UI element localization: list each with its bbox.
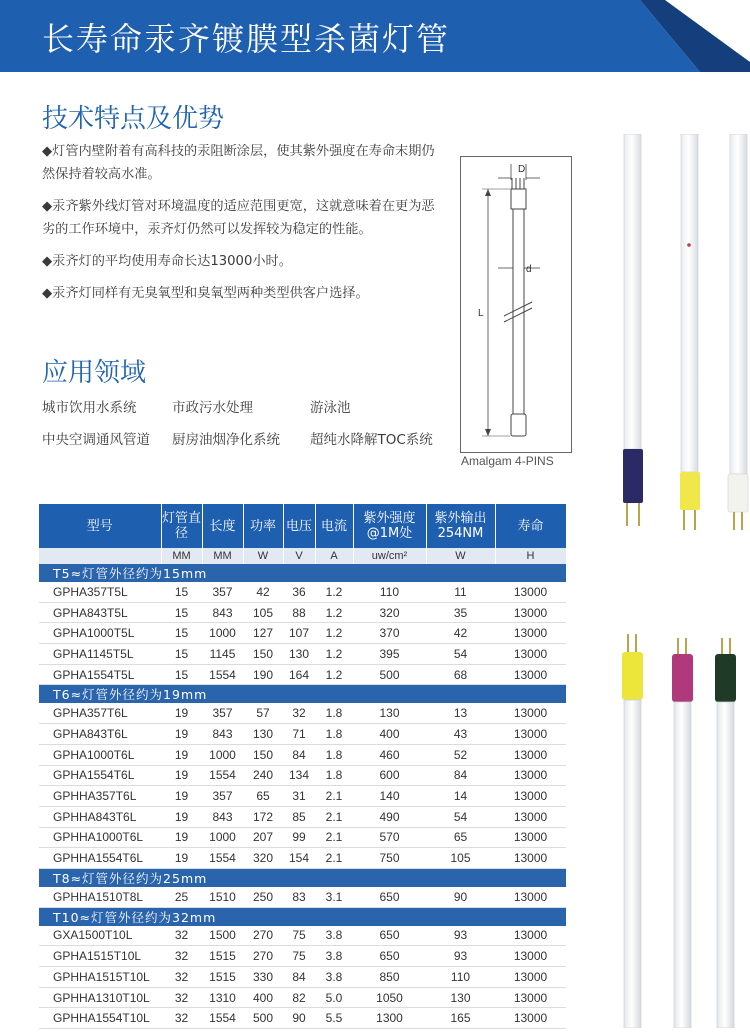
unit-cell: W — [426, 548, 495, 564]
value-cell: 1515 — [202, 967, 243, 988]
dimension-L-label: L — [478, 308, 484, 319]
unit-cell: A — [315, 548, 353, 564]
table-row — [39, 744, 566, 765]
value-cell: 1554 — [202, 664, 243, 685]
value-cell: 85 — [283, 806, 315, 827]
value-cell: 83 — [283, 887, 315, 907]
lamp-photo-bottom — [610, 632, 750, 1028]
group-title: T6≈灯管外径约为19mm — [39, 685, 566, 704]
column-header: 电压 — [283, 504, 315, 548]
value-cell: 42 — [243, 582, 283, 602]
unit-cell: V — [283, 548, 315, 564]
model-cell: GPHHA1554T10L — [39, 1008, 161, 1029]
table-row — [39, 827, 566, 848]
value-cell: 43 — [426, 724, 495, 745]
application-item: 厨房油烟净化系统 — [172, 432, 280, 448]
value-cell: 1000 — [202, 827, 243, 848]
unit-cell: MM — [161, 548, 202, 564]
application-item: 游泳池 — [310, 400, 351, 416]
value-cell: 150 — [243, 644, 283, 665]
value-cell: 90 — [283, 1008, 315, 1029]
model-cell: GPHA1000T6L — [39, 744, 161, 765]
table-row — [39, 848, 566, 869]
value-cell: 240 — [243, 765, 283, 786]
value-cell: 19 — [161, 806, 202, 827]
value-cell: 71 — [283, 724, 315, 745]
model-cell: GPHHA1554T6L — [39, 848, 161, 869]
value-cell: 1300 — [353, 1008, 426, 1029]
value-cell: 600 — [353, 765, 426, 786]
column-header: 功率 — [243, 504, 283, 548]
value-cell: 2.1 — [315, 786, 353, 807]
value-cell: 15 — [161, 664, 202, 685]
value-cell: 2.1 — [315, 806, 353, 827]
table-row — [39, 967, 566, 988]
group-title: T5≈灯管外径约为15mm — [39, 564, 566, 582]
value-cell: 35 — [426, 602, 495, 623]
model-cell: GPHHA1510T8L — [39, 887, 161, 907]
feature-item: ◆汞齐紫外线灯管对环境温度的适应范围更宽，这就意味着在更为恶劣的工作环境中，汞齐灯仍然可以发挥较为稳定的性能。 — [42, 199, 435, 237]
value-cell: 1.2 — [315, 623, 353, 644]
value-cell: 3.8 — [315, 967, 353, 988]
value-cell: 650 — [353, 887, 426, 907]
value-cell: 68 — [426, 664, 495, 685]
column-header: 电流 — [315, 504, 353, 548]
value-cell: 500 — [353, 664, 426, 685]
value-cell: 1554 — [202, 848, 243, 869]
value-cell: 1050 — [353, 987, 426, 1008]
value-cell: 82 — [283, 987, 315, 1008]
value-cell: 19 — [161, 827, 202, 848]
value-cell: 57 — [243, 703, 283, 723]
diagram-caption: Amalgam 4-PINS — [461, 454, 554, 468]
application-item: 市政污水处理 — [172, 400, 253, 416]
value-cell: 5.0 — [315, 987, 353, 1008]
value-cell: 13000 — [495, 946, 566, 967]
value-cell: 150 — [243, 744, 283, 765]
model-cell: GPHA1515T10L — [39, 946, 161, 967]
lamp-schematic-icon — [460, 156, 572, 468]
value-cell: 13000 — [495, 582, 566, 602]
value-cell: 750 — [353, 848, 426, 869]
uv-lamps-image — [610, 632, 750, 1028]
table-row — [39, 724, 566, 745]
value-cell: 13000 — [495, 887, 566, 907]
group-title: T8≈灯管外径约为25mm — [39, 868, 566, 887]
unit-cell: MM — [202, 548, 243, 564]
value-cell: 90 — [426, 887, 495, 907]
lamp-diagram — [460, 156, 572, 468]
table-row — [39, 602, 566, 623]
value-cell: 54 — [426, 806, 495, 827]
value-cell: 19 — [161, 703, 202, 723]
value-cell: 1.2 — [315, 582, 353, 602]
value-cell: 105 — [426, 848, 495, 869]
value-cell: 93 — [426, 926, 495, 946]
value-cell: 130 — [283, 644, 315, 665]
column-header: 紫外强度@1M处 — [353, 504, 426, 548]
table-row — [39, 623, 566, 644]
value-cell: 1554 — [202, 765, 243, 786]
table-row — [39, 926, 566, 946]
value-cell: 110 — [426, 967, 495, 988]
value-cell: 1500 — [202, 926, 243, 946]
value-cell: 164 — [283, 664, 315, 685]
value-cell: 13000 — [495, 703, 566, 723]
application-item: 超纯水降解TOC系统 — [310, 432, 433, 448]
features-list — [42, 140, 437, 314]
value-cell: 13000 — [495, 664, 566, 685]
page-title: 长寿命汞齐镀膜型杀菌灯管 — [42, 20, 451, 58]
table-row — [39, 582, 566, 602]
value-cell: 84 — [426, 765, 495, 786]
table-row — [39, 786, 566, 807]
value-cell: 127 — [243, 623, 283, 644]
column-header: 紫外输出254NM — [426, 504, 495, 548]
model-cell: GPHA1145T5L — [39, 644, 161, 665]
value-cell: 140 — [353, 786, 426, 807]
value-cell: 19 — [161, 765, 202, 786]
value-cell: 1.2 — [315, 644, 353, 665]
unit-cell — [39, 548, 161, 564]
value-cell: 13000 — [495, 848, 566, 869]
model-cell: GPHA357T6L — [39, 703, 161, 723]
header-banner — [0, 0, 750, 80]
value-cell: 32 — [161, 926, 202, 946]
value-cell: 84 — [283, 967, 315, 988]
spec-table — [39, 504, 567, 1029]
value-cell: 75 — [283, 926, 315, 946]
value-cell: 13000 — [495, 724, 566, 745]
value-cell: 490 — [353, 806, 426, 827]
value-cell: 11 — [426, 582, 495, 602]
value-cell: 270 — [243, 926, 283, 946]
uv-lamps-image — [596, 134, 750, 554]
value-cell: 110 — [353, 582, 426, 602]
value-cell: 54 — [426, 644, 495, 665]
value-cell: 460 — [353, 744, 426, 765]
value-cell: 850 — [353, 967, 426, 988]
value-cell: 130 — [243, 724, 283, 745]
value-cell: 88 — [283, 602, 315, 623]
value-cell: 357 — [202, 786, 243, 807]
group-header-row — [39, 868, 566, 887]
value-cell: 1554 — [202, 1008, 243, 1029]
column-header: 灯管直径 — [161, 504, 202, 548]
group-title: T10≈灯管外径约为32mm — [39, 907, 566, 926]
lamp-photo-top — [596, 134, 750, 554]
value-cell: 84 — [283, 744, 315, 765]
value-cell: 25 — [161, 887, 202, 907]
value-cell: 36 — [283, 582, 315, 602]
value-cell: 165 — [426, 1008, 495, 1029]
value-cell: 19 — [161, 786, 202, 807]
value-cell: 65 — [426, 827, 495, 848]
value-cell: 134 — [283, 765, 315, 786]
value-cell: 13000 — [495, 786, 566, 807]
value-cell: 1.2 — [315, 602, 353, 623]
model-cell: GPHHA1000T6L — [39, 827, 161, 848]
value-cell: 3.1 — [315, 887, 353, 907]
value-cell: 13000 — [495, 644, 566, 665]
dimension-D-label: D — [518, 164, 526, 175]
value-cell: 154 — [283, 848, 315, 869]
value-cell: 320 — [243, 848, 283, 869]
value-cell: 1.2 — [315, 664, 353, 685]
model-cell: GPHA1554T6L — [39, 765, 161, 786]
value-cell: 330 — [243, 967, 283, 988]
value-cell: 2.1 — [315, 848, 353, 869]
group-header-row — [39, 564, 566, 582]
value-cell: 570 — [353, 827, 426, 848]
value-cell: 395 — [353, 644, 426, 665]
value-cell: 2.1 — [315, 827, 353, 848]
value-cell: 130 — [353, 703, 426, 723]
feature-item: ◆汞齐灯同样有无臭氧型和臭氧型两种类型供客户选择。 — [42, 286, 369, 301]
value-cell: 15 — [161, 602, 202, 623]
model-cell: GPHA1554T5L — [39, 664, 161, 685]
value-cell: 15 — [161, 623, 202, 644]
value-cell: 1.8 — [315, 744, 353, 765]
value-cell: 93 — [426, 946, 495, 967]
model-cell: GPHHA357T6L — [39, 786, 161, 807]
application-item: 城市饮用水系统 — [42, 400, 137, 416]
value-cell: 13000 — [495, 602, 566, 623]
value-cell: 32 — [161, 987, 202, 1008]
value-cell: 19 — [161, 848, 202, 869]
value-cell: 1.8 — [315, 724, 353, 745]
model-cell: GPHA843T6L — [39, 724, 161, 745]
value-cell: 1145 — [202, 644, 243, 665]
feature-item: ◆灯管内壁附着有高科技的汞阻断涂层，使其紫外强度在寿命末期仍然保持着较高水准。 — [42, 144, 435, 182]
table-row — [39, 946, 566, 967]
value-cell: 99 — [283, 827, 315, 848]
model-cell: GXA1500T10L — [39, 926, 161, 946]
feature-item: ◆汞齐灯的平均使用寿命长达13000小时。 — [42, 254, 292, 269]
value-cell: 650 — [353, 926, 426, 946]
column-header: 长度 — [202, 504, 243, 548]
value-cell: 13000 — [495, 1008, 566, 1029]
value-cell: 13 — [426, 703, 495, 723]
value-cell: 32 — [161, 967, 202, 988]
value-cell: 75 — [283, 946, 315, 967]
unit-cell: W — [243, 548, 283, 564]
value-cell: 13000 — [495, 827, 566, 848]
value-cell: 172 — [243, 806, 283, 827]
table-row — [39, 664, 566, 685]
value-cell: 105 — [243, 602, 283, 623]
value-cell: 1000 — [202, 744, 243, 765]
column-header: 型号 — [39, 504, 161, 548]
value-cell: 1000 — [202, 623, 243, 644]
value-cell: 65 — [243, 786, 283, 807]
value-cell: 843 — [202, 724, 243, 745]
table-row — [39, 987, 566, 1008]
value-cell: 357 — [202, 582, 243, 602]
table-row — [39, 887, 566, 907]
value-cell: 15 — [161, 582, 202, 602]
dimension-d-label: d — [526, 264, 532, 275]
table-row — [39, 765, 566, 786]
value-cell: 843 — [202, 806, 243, 827]
table-row — [39, 703, 566, 723]
value-cell: 13000 — [495, 967, 566, 988]
table-row — [39, 806, 566, 827]
table-header-row — [39, 504, 566, 548]
value-cell: 500 — [243, 1008, 283, 1029]
model-cell: GPHA1000T5L — [39, 623, 161, 644]
value-cell: 32 — [283, 703, 315, 723]
features-title: 技术特点及优势 — [42, 104, 225, 134]
group-header-row — [39, 685, 566, 704]
unit-cell: H — [495, 548, 566, 564]
value-cell: 19 — [161, 744, 202, 765]
value-cell: 370 — [353, 623, 426, 644]
value-cell: 13000 — [495, 744, 566, 765]
value-cell: 3.8 — [315, 946, 353, 967]
value-cell: 1.8 — [315, 765, 353, 786]
application-item: 中央空调通风管道 — [42, 432, 150, 448]
value-cell: 357 — [202, 703, 243, 723]
value-cell: 190 — [243, 664, 283, 685]
column-header: 寿命 — [495, 504, 566, 548]
value-cell: 13000 — [495, 623, 566, 644]
value-cell: 270 — [243, 946, 283, 967]
value-cell: 13000 — [495, 765, 566, 786]
value-cell: 32 — [161, 1008, 202, 1029]
value-cell: 107 — [283, 623, 315, 644]
value-cell: 650 — [353, 946, 426, 967]
group-header-row — [39, 907, 566, 926]
value-cell: 3.8 — [315, 926, 353, 946]
value-cell: 207 — [243, 827, 283, 848]
value-cell: 1510 — [202, 887, 243, 907]
value-cell: 13000 — [495, 926, 566, 946]
table-units-row — [39, 548, 566, 564]
value-cell: 1310 — [202, 987, 243, 1008]
value-cell: 13000 — [495, 987, 566, 1008]
value-cell: 14 — [426, 786, 495, 807]
value-cell: 5.5 — [315, 1008, 353, 1029]
applications-title: 应用领域 — [42, 358, 147, 388]
table-row — [39, 644, 566, 665]
value-cell: 15 — [161, 644, 202, 665]
table-row — [39, 1008, 566, 1029]
value-cell: 400 — [243, 987, 283, 1008]
value-cell: 52 — [426, 744, 495, 765]
model-cell: GPHA357T5L — [39, 582, 161, 602]
value-cell: 42 — [426, 623, 495, 644]
value-cell: 130 — [426, 987, 495, 1008]
value-cell: 250 — [243, 887, 283, 907]
model-cell: GPHHA843T6L — [39, 806, 161, 827]
model-cell: GPHA843T5L — [39, 602, 161, 623]
value-cell: 1.8 — [315, 703, 353, 723]
value-cell: 13000 — [495, 806, 566, 827]
model-cell: GPHHA1310T10L — [39, 987, 161, 1008]
value-cell: 320 — [353, 602, 426, 623]
value-cell: 31 — [283, 786, 315, 807]
value-cell: 400 — [353, 724, 426, 745]
value-cell: 32 — [161, 946, 202, 967]
value-cell: 19 — [161, 724, 202, 745]
unit-cell: uw/cm² — [353, 548, 426, 564]
value-cell: 843 — [202, 602, 243, 623]
value-cell: 1515 — [202, 946, 243, 967]
model-cell: GPHHA1515T10L — [39, 967, 161, 988]
